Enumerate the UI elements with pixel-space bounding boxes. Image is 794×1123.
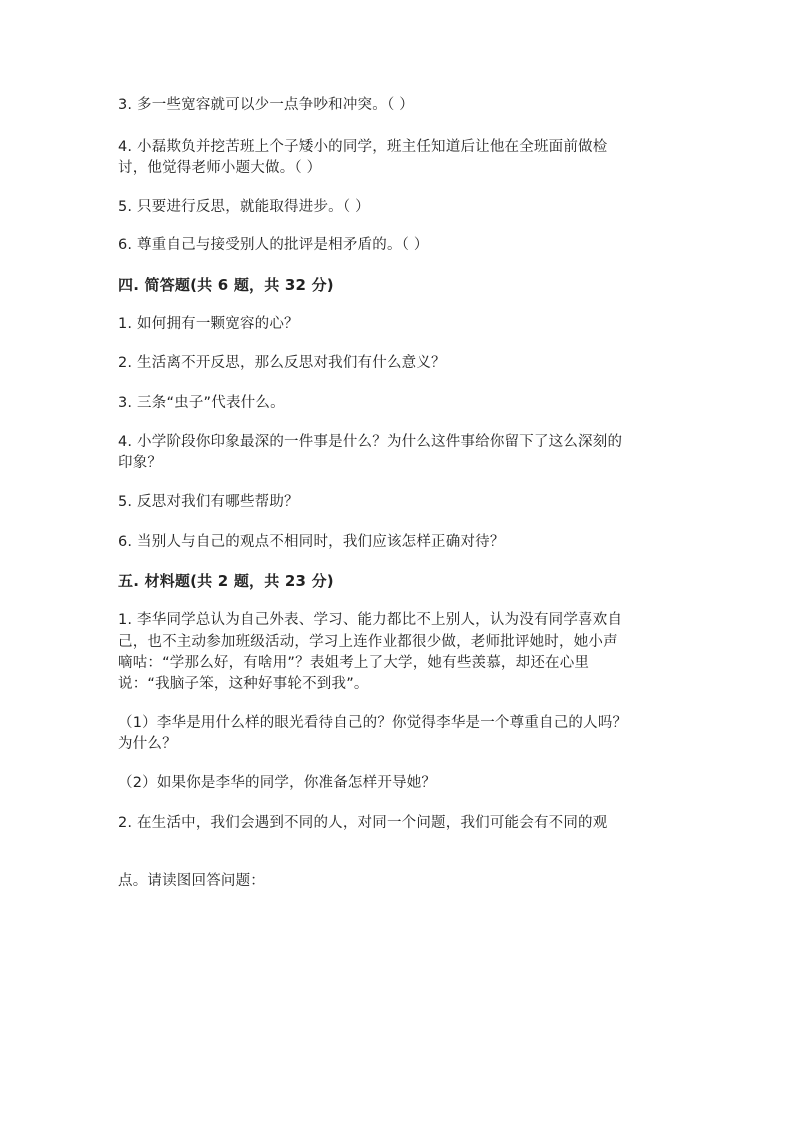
material-1-subquestion-1-line-1: （1）李华是用什么样的眼光看待自己的？你觉得李华是一个尊重自己的人吗？ — [118, 715, 628, 731]
material-1-line-2: 己，也不主动参加班级活动，学习上连作业都很少做，老师批评她时，她小声 — [118, 634, 618, 650]
short-answer-question-3: 3. 三条“虫子”代表什么。 — [118, 395, 285, 411]
material-1-subquestion-2: （2）如果你是李华的同学，你准备怎样开导她？ — [118, 775, 437, 791]
material-2-line-1: 2. 在生活中，我们会遇到不同的人，对同一个问题，我们可能会有不同的观 — [118, 815, 608, 831]
material-1-subquestion-1-line-2: 为什么？ — [118, 736, 177, 752]
short-answer-question-4-line-2: 印象？ — [118, 455, 163, 471]
short-answer-question-5: 5. 反思对我们有哪些帮助？ — [118, 494, 299, 510]
judgment-question-5: 5. 只要进行反思，就能取得进步。（ ） — [118, 199, 370, 215]
section-heading-short-answer: 四. 简答题(共 6 题，共 32 分) — [118, 276, 334, 294]
judgment-question-4-line-2: 讨，他觉得老师小题大做。（ ） — [118, 160, 322, 176]
material-1-line-3: 嘀咕：“学那么好，有啥用”？表姐考上了大学，她有些羡慕，却还在心里 — [118, 655, 590, 671]
material-1-line-4: 说：“我脑子笨，这种好事轮不到我”。 — [118, 676, 369, 692]
judgment-question-6: 6. 尊重自己与接受别人的批评是相矛盾的。（ ） — [118, 237, 429, 253]
short-answer-question-4-line-1: 4. 小学阶段你印象最深的一件事是什么？为什么这件事给你留下了这么深刻的 — [118, 434, 623, 450]
short-answer-question-1: 1. 如何拥有一颗宽容的心？ — [118, 316, 299, 332]
short-answer-question-6: 6. 当别人与自己的观点不相同时，我们应该怎样正确对待？ — [118, 534, 505, 550]
short-answer-question-2: 2. 生活离不开反思，那么反思对我们有什么意义？ — [118, 355, 446, 371]
material-1-line-1: 1. 李华同学总认为自己外表、学习、能力都比不上别人，认为没有同学喜欢自 — [118, 612, 623, 628]
section-heading-material: 五. 材料题(共 2 题，共 23 分) — [118, 572, 334, 590]
material-2-line-2: 点。请读图回答问题： — [118, 873, 265, 889]
judgment-question-3: 3. 多一些宽容就可以少一点争吵和冲突。（ ） — [118, 97, 414, 113]
judgment-question-4-line-1: 4. 小磊欺负并挖苦班上个子矮小的同学，班主任知道后让他在全班面前做检 — [118, 139, 608, 155]
